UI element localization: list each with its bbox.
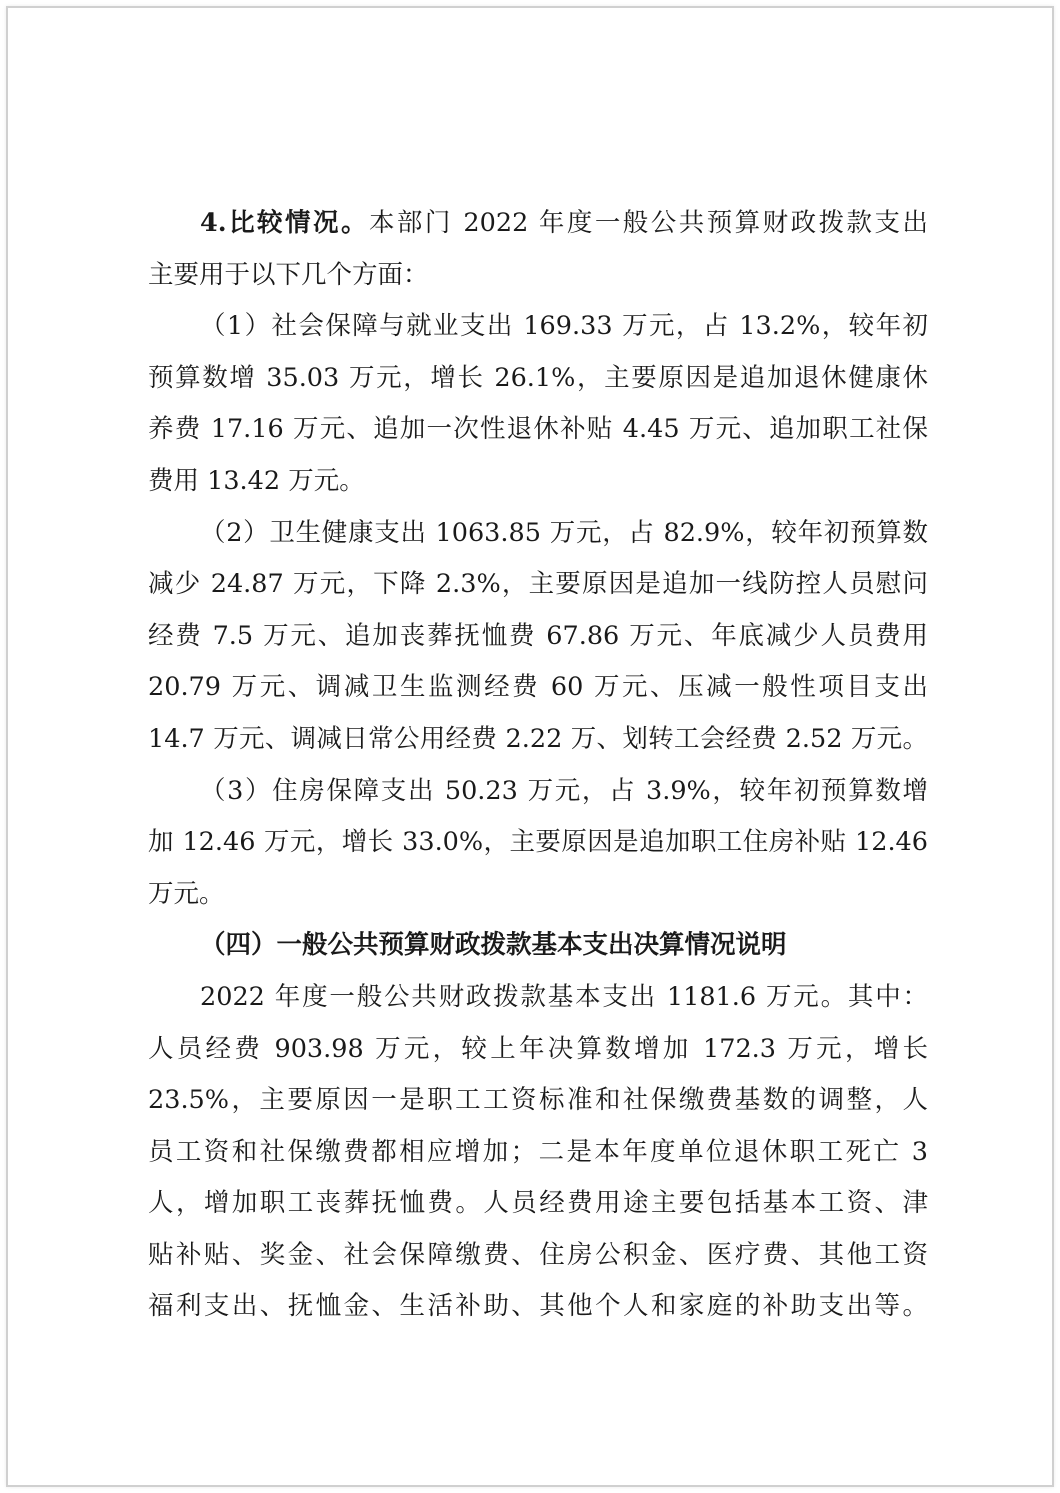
text-line: 经费 7.5 万元、追加丧葬抚恤费 67.86 万元、年底减少人员费用 <box>148 620 928 651</box>
text-line: 万元。 <box>148 878 225 909</box>
section-heading: （四）一般公共预算财政拨款基本支出决算情况说明 <box>200 930 787 961</box>
text-line: 20.79 万元、调减卫生监测经费 60 万元、压减一般性项目支出 <box>148 672 928 703</box>
text-line: 4.比较情况。本部门 2022 年度一般公共预算财政拨款支出 <box>200 208 928 238</box>
text-line: 贴补贴、奖金、社会保障缴费、住房公积金、医疗费、其他工资 <box>148 1239 928 1270</box>
text-line: 养费 17.16 万元、追加一次性退休补贴 4.45 万元、追加职工社保 <box>148 414 928 445</box>
text-line: 员工资和社保缴费都相应增加；二是本年度单位退休职工死亡 3 <box>148 1136 928 1167</box>
text-line: 费用 13.42 万元。 <box>148 465 365 496</box>
text-line: （1）社会保障与就业支出 169.33 万元，占 13.2%，较年初 <box>200 311 928 342</box>
text-line: 福利支出、抚恤金、生活补助、其他个人和家庭的补助支出等。 <box>148 1291 928 1322</box>
text-line: （3）住房保障支出 50.23 万元，占 3.9%，较年初预算数增 <box>200 775 928 806</box>
text-line: 23.5%，主要原因一是职工工资标准和社保缴费基数的调整，人 <box>148 1085 928 1116</box>
text-line: 人员经费 903.98 万元，较上年决算数增加 172.3 万元，增长 <box>148 1033 928 1064</box>
text-line: 预算数增 35.03 万元，增长 26.1%，主要原因是追加退休健康休 <box>148 362 928 393</box>
text-line: 主要用于以下几个方面： <box>148 259 429 290</box>
text-line: 人，增加职工丧葬抚恤费。人员经费用途主要包括基本工资、津 <box>148 1188 928 1219</box>
text-line: 14.7 万元、调减日常公用经费 2.22 万、划转工会经费 2.52 万元。 <box>148 723 928 754</box>
text-line: 减少 24.87 万元，下降 2.3%，主要原因是追加一线防控人员慰问 <box>148 569 928 600</box>
comparison-heading: 4.比较情况。 <box>200 208 369 238</box>
text-line: 2022 年度一般公共财政拨款基本支出 1181.6 万元。其中： <box>200 981 928 1012</box>
text-line: （2）卫生健康支出 1063.85 万元，占 82.9%，较年初预算数 <box>200 517 928 548</box>
document-body <box>148 198 928 1333</box>
text-line: 加 12.46 万元，增长 33.0%，主要原因是追加职工住房补贴 12.46 <box>148 827 928 858</box>
